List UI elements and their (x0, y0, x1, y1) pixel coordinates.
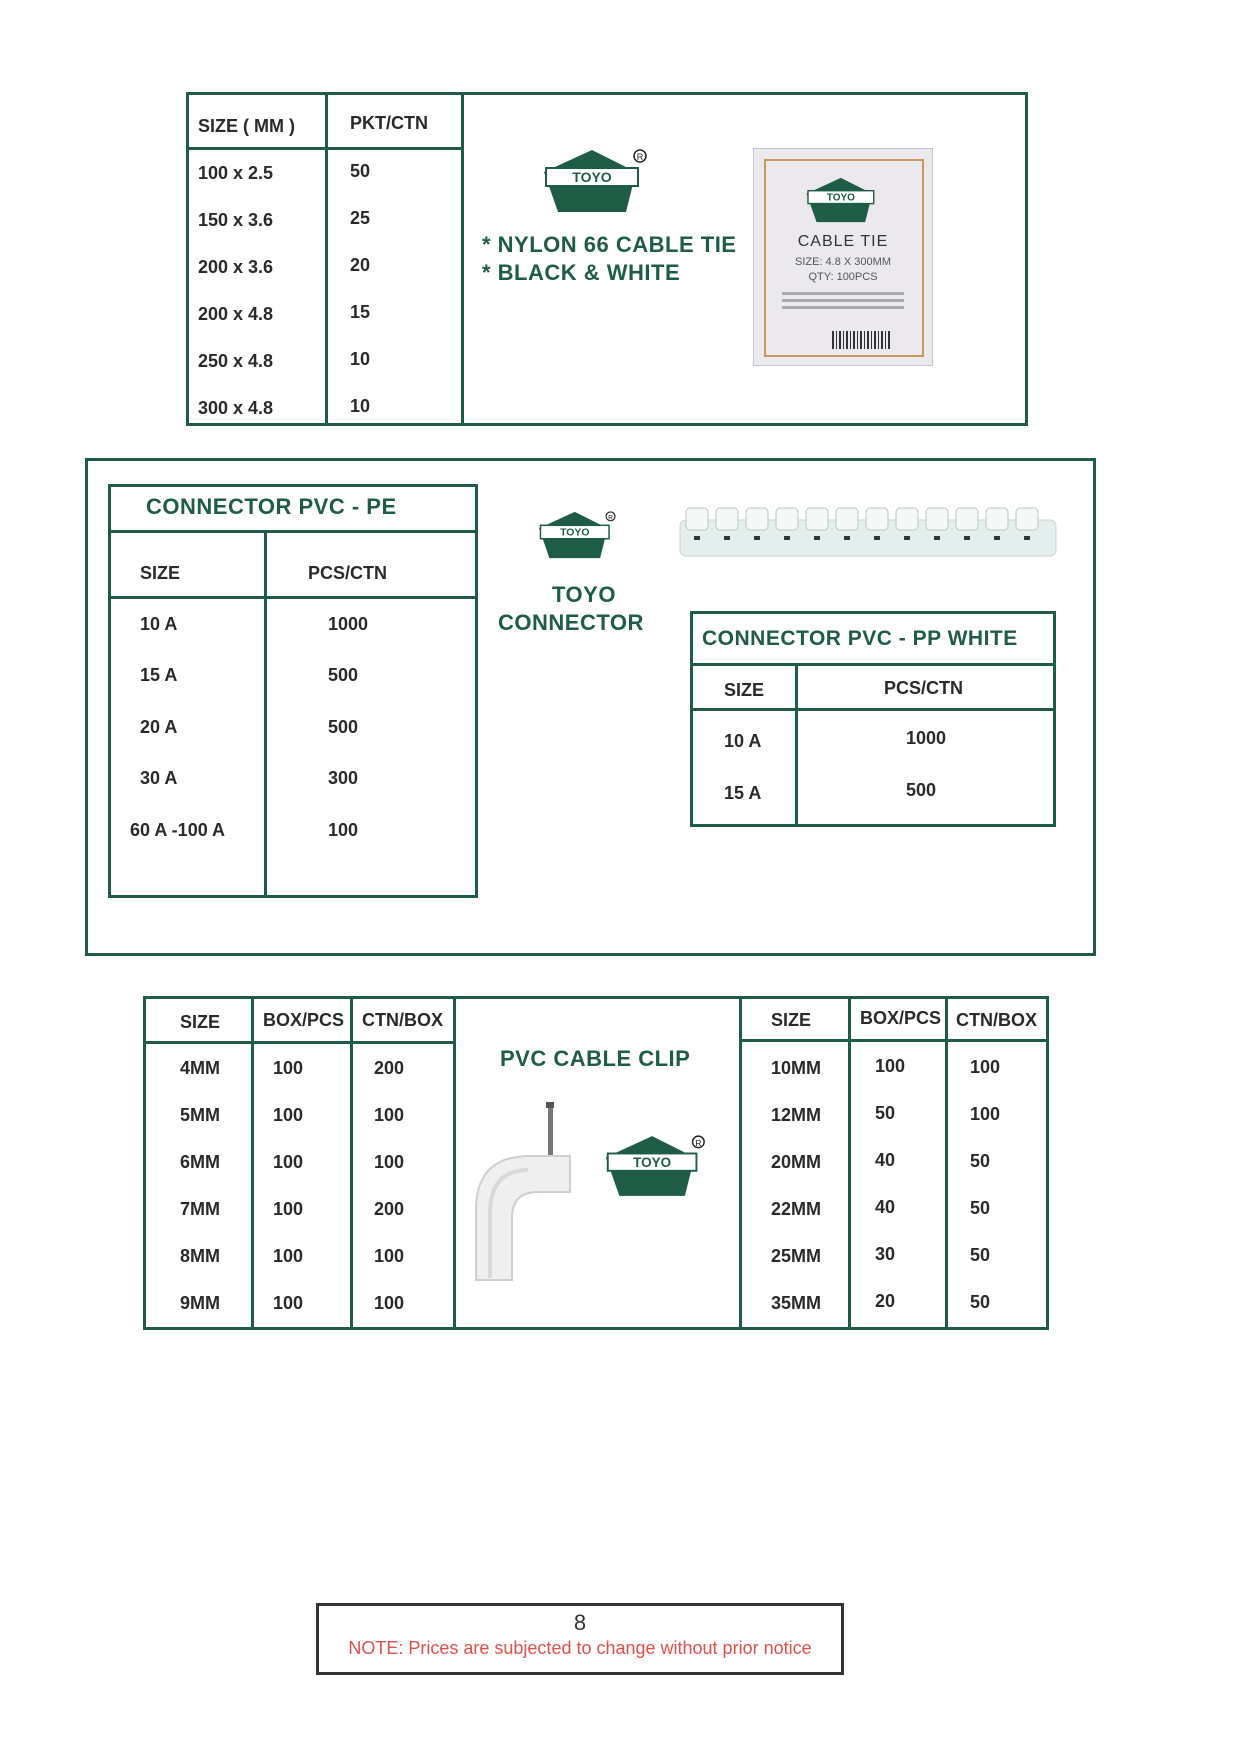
cable-tie-size: 250 x 4.8 (198, 351, 274, 371)
svg-text:R: R (695, 1137, 702, 1148)
clip-right-col2 (945, 996, 948, 1330)
cable-tie-qty: 50 (350, 161, 371, 181)
clip-left-size: 7MM (180, 1199, 220, 1219)
cable-tie-header-size: SIZE ( MM ) (198, 116, 295, 136)
toyo-logo-icon (602, 1132, 708, 1200)
clip-left-box: 100 (273, 1058, 304, 1078)
clip-right-ctn: 50 (970, 1198, 991, 1218)
clip-right-size: 25MM (771, 1246, 822, 1266)
clip-left-ctn: 200 (374, 1199, 405, 1219)
clip-right-box: 20 (875, 1291, 896, 1311)
feature-nylon: * NYLON 66 CABLE TIE (482, 232, 737, 257)
pe-qty: 1000 (328, 614, 369, 634)
cable-tie-qty: 25 (350, 208, 371, 228)
clip-left-box: 100 (273, 1152, 304, 1172)
pe-size: 20 A (140, 717, 178, 737)
clip-right-box: 100 (875, 1056, 906, 1076)
cable-tie-header-pkt: PKT/CTN (350, 113, 428, 133)
cable-tie-size: 300 x 4.8 (198, 398, 274, 418)
package-product: CABLE TIE (797, 233, 889, 250)
pp-col-divider (795, 663, 798, 827)
clip-left-ctn: 200 (374, 1058, 405, 1078)
cable-tie-size: 100 x 2.5 (198, 163, 274, 183)
clip-left-size: 4MM (180, 1058, 220, 1078)
pp-qty: 500 (906, 780, 937, 800)
clip-right-header-ctn: CTN/BOX (956, 1010, 1037, 1030)
cable-clip-image (466, 1100, 596, 1290)
logo-text: TOYO (572, 169, 612, 185)
footer-note-box (316, 1603, 844, 1675)
pe-size: 10 A (140, 614, 178, 634)
barcode-icon (832, 331, 892, 349)
clip-right-box: 40 (875, 1150, 896, 1170)
cable-tie-size: 200 x 4.8 (198, 304, 274, 324)
clip-left-header-ctn: CTN/BOX (362, 1010, 443, 1030)
cable-tie-qty: 20 (350, 255, 371, 275)
pp-size: 15 A (724, 783, 762, 803)
cable-tie-col-divider (325, 92, 328, 426)
logo-text: TOYO (560, 527, 590, 539)
toyo-logo-icon (540, 146, 650, 216)
clip-left-header-box: BOX/PCS (263, 1010, 345, 1030)
clip-left-ctn: 100 (374, 1293, 405, 1313)
connector-brand-line1: TOYO (552, 582, 616, 607)
clip-left-ctn: 100 (374, 1246, 405, 1266)
pe-header-pcs: PCS/CTN (308, 563, 388, 583)
pe-size: 15 A (140, 665, 178, 685)
clip-right-size: 22MM (771, 1199, 822, 1219)
pe-col-divider (264, 530, 267, 898)
pe-qty: 100 (328, 820, 359, 840)
clip-right-size: 12MM (771, 1105, 822, 1125)
pe-header-size: SIZE (140, 563, 181, 583)
cable-tie-qty: 10 (350, 349, 371, 369)
clip-right-ctn: 50 (970, 1245, 991, 1265)
clip-left-size: 6MM (180, 1152, 220, 1172)
pp-header-pcs: PCS/CTN (884, 678, 964, 698)
cable-tie-header-line (186, 147, 464, 150)
connector-brand-line2: CONNECTOR (498, 610, 644, 635)
clip-right-ctn: 100 (970, 1057, 1001, 1077)
clip-left-edge (453, 996, 456, 1330)
pp-size: 10 A (724, 731, 762, 751)
clip-right-size: 20MM (771, 1152, 822, 1172)
clip-left-box: 100 (273, 1199, 304, 1219)
pp-qty: 1000 (906, 728, 947, 748)
clip-right-size: 35MM (771, 1293, 822, 1313)
pe-title-line (108, 530, 478, 533)
clip-left-size: 5MM (180, 1105, 220, 1125)
clip-right-box: 50 (875, 1103, 896, 1123)
clip-left-size: 9MM (180, 1293, 220, 1313)
clip-right-ctn: 100 (970, 1104, 1001, 1124)
pe-title: CONNECTOR PVC - PE (146, 494, 397, 519)
pe-qty: 500 (328, 665, 359, 685)
pe-qty: 500 (328, 717, 359, 737)
feature-color: * BLACK & WHITE (482, 260, 681, 285)
clip-right-size: 10MM (771, 1058, 822, 1078)
clip-left-col2 (350, 996, 353, 1330)
price-note: NOTE: Prices are subjected to change without prior notice (348, 1638, 812, 1658)
cable-tie-table-edge (461, 92, 464, 426)
pe-qty: 300 (328, 768, 359, 788)
clip-left-ctn: 100 (374, 1152, 405, 1172)
clip-left-size: 8MM (180, 1246, 220, 1266)
svg-text:R: R (636, 152, 644, 162)
clip-left-header-line (143, 1041, 455, 1044)
cable-tie-qty: 15 (350, 302, 371, 322)
logo-text: TOYO (633, 1154, 672, 1170)
clip-right-box: 30 (875, 1244, 896, 1264)
pp-title: CONNECTOR PVC - PP WHITE (702, 627, 1018, 650)
clip-right-box: 40 (875, 1197, 896, 1217)
clip-right-edge (739, 996, 742, 1330)
clip-right-header-box: BOX/PCS (860, 1008, 942, 1028)
clip-left-box: 100 (273, 1293, 304, 1313)
svg-text:R: R (608, 514, 613, 522)
clip-left-box: 100 (273, 1105, 304, 1125)
clip-right-header-line (739, 1039, 1049, 1042)
cable-tie-size: 150 x 3.6 (198, 210, 274, 230)
toyo-logo-icon (536, 508, 618, 562)
page-number: 8 (573, 1610, 587, 1635)
package-qty: QTY: 100PCS (808, 271, 878, 283)
clip-left-box: 100 (273, 1246, 304, 1266)
pp-header-size: SIZE (724, 680, 765, 700)
cable-tie-qty: 10 (350, 396, 371, 416)
package-logo-text: TOYO (826, 192, 855, 204)
pe-size: 30 A (140, 768, 178, 788)
connector-strip-image (676, 500, 1060, 570)
clip-right-ctn: 50 (970, 1292, 991, 1312)
cable-tie-size: 200 x 3.6 (198, 257, 274, 277)
package-logo-icon (798, 175, 888, 225)
cable-tie-package-image (753, 148, 933, 366)
clip-left-ctn: 100 (374, 1105, 405, 1125)
clip-right-header-size: SIZE (771, 1010, 812, 1030)
package-size: SIZE: 4.8 X 300MM (795, 256, 891, 268)
cable-clip-title: PVC CABLE CLIP (500, 1046, 691, 1071)
pp-title-line (690, 663, 1056, 666)
pe-size: 60 A -100 A (130, 820, 226, 840)
clip-right-ctn: 50 (970, 1151, 991, 1171)
clip-left-col1 (251, 996, 254, 1330)
pp-header-line (690, 708, 1056, 711)
pe-header-line (108, 596, 478, 599)
clip-right-col1 (848, 996, 851, 1330)
clip-left-header-size: SIZE (180, 1012, 221, 1032)
